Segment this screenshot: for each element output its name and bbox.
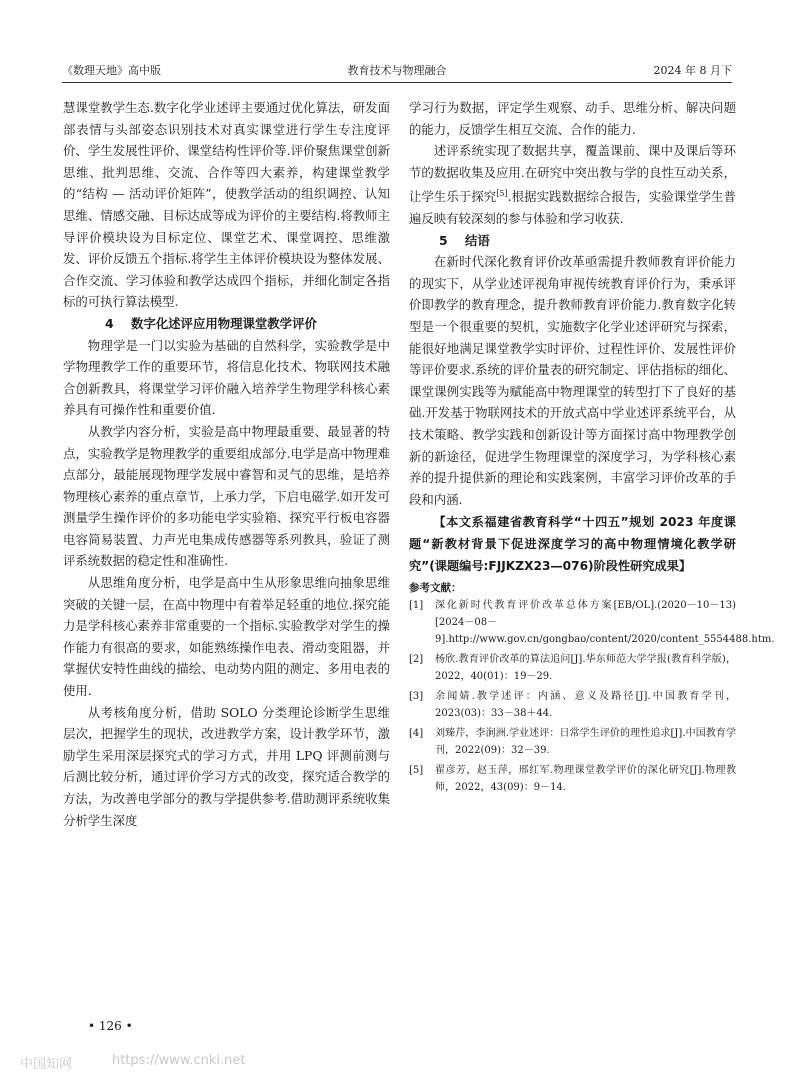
section-title: 结语 — [465, 232, 490, 248]
section-number: 4 — [105, 315, 114, 331]
references-title: 参考文献： — [409, 582, 462, 595]
reference-text: 余闻婧.教学述评：内涵、意义及路径[J].中国教育学刊，2023(03)：33－38＋44. — [435, 691, 736, 720]
left-column — [63, 97, 390, 831]
reference-item — [409, 597, 775, 648]
reference-item — [409, 688, 736, 722]
reference-number: [1] — [409, 600, 424, 612]
page-number: • 126 • — [88, 1019, 133, 1033]
watermark-bar — [0, 1050, 790, 1077]
section-number: 5 — [439, 232, 448, 248]
paragraph-text: .根据实践数据综合报告，实验课堂学生普遍反映有较深刻的参与体验和学习收获. — [409, 189, 736, 227]
header-rule — [62, 82, 732, 83]
reference-text: 刘臻芹，李涧洲.学业述评：日常学生评价的理性追求[J].中国教育学刊，2022(09)：32－39. — [435, 728, 736, 757]
reference-number: [4] — [409, 728, 424, 740]
paragraph: 慧课堂教学生态.数字化学业述评主要通过优化算法，研发面部表情与头部姿态识别技术对真实课堂进行学生专注度评价、学生发展性评价、课堂结构性评价等.评价聚焦课堂创新思维、批判思维、交流、合作等四大素养，构建课堂教学的“结构 — 活动评价矩阵”，使教学活动的组织调控、认知思维、情感交融、目标达成等成为评价的主要结构.将教师主导评价模块设为目标定位、课堂艺术、课堂调控、思维激发、评价反馈五个指标.将学生主体评价模块设为整体发展、合作交流、学习体验和教学达成四个指标，并细化制定各指标的可执行算法模型. — [63, 100, 390, 310]
watermark-url[interactable]: https://www.cnki.net — [112, 1053, 246, 1068]
page-header — [62, 62, 732, 80]
reference-text: 深化新时代教育评价改革总体方案[EB/OL].(2020－10－13)[2024－08－9].http://www.gov.cn/gongbao/content/2020/content_5554488.htm. — [435, 600, 775, 646]
section-heading-4 — [63, 313, 390, 335]
reference-item — [409, 762, 736, 796]
right-column — [409, 97, 775, 799]
paragraph — [409, 140, 736, 230]
reference-number: [2] — [409, 654, 424, 666]
paragraph: 在新时代深化教育评价改革亟需提升教师教育评价能力的现实下，从学业述评视角审视传统教育评价行为，秉承评价即教学的教育理念，提升教师教育评价能力.教育数字化转型是一个很重要的契机，实施数字化学业述评研究与探索，能很好地满足课堂教学实时评价、过程性评价、发展性评价等评价要求.系统的评价量表的研究制定、评估指标的细化、课堂课例实践等为赋能高中物理课堂的转型打下了良好的基础.开发基于物联网技术的开放式高中学业述评系统平台，从技术策略、教学实践和创新设计等方面探讨高中物理教学创新的新途径，促进学生物理课堂的深度学习，为学科核心素养的提升提供新的理论和实践案例，丰富学习评价改革的手段和内涵. — [409, 254, 736, 507]
reference-item — [409, 651, 736, 685]
paragraph: 学习行为数据，评定学生观察、动手、思维分析、解决问题的能力，反馈学生相互交流、合作的能力. — [409, 100, 736, 137]
paragraph-text: 述评系统实现了数据共享，覆盖课前、课中及课后等环节的数据收集及应用.在研究中突出教与学的良性互动关系，让学生乐于探究 — [409, 143, 736, 205]
funding-note: 【本文系福建省教育科学“十四五”规划 2023 年度课题“新教材背景下促进深度学习的高中物理情境化教学研究”(课题编号:FJJKZX23—076)阶段性研究成果】 — [409, 515, 736, 573]
reference-number: [3] — [409, 691, 424, 703]
issue-date: 2024 年 8 月下 — [653, 64, 732, 77]
journal-name: 《数理天地》高中版 — [62, 64, 161, 77]
paragraph: 从考核角度分析，借助 SOLO 分类理论诊断学生思维层次，把握学生的现状，改进教学方案，设计教学环节，激励学生采用深层探究式的学习方式，并用 LPQ 评测前测与后测比较分析，通过评价学习方式的改变，探究适合教学的方法，为改善电学部分的教与学提供参考.借助测评系统收集分析学生深度 — [63, 704, 390, 828]
watermark-logo-text: 中国知网 — [20, 1057, 73, 1072]
section-heading-5 — [409, 230, 736, 252]
paragraph: 物理学是一门以实验为基础的自然科学，实验教学是中学物理教学工作的重要环节，将信息化技术、物联网技术融合创新教具，将课堂学习评价融入培养学生物理学科核心素养具有可操作性和重要价值. — [63, 337, 390, 418]
paragraph: 从思维角度分析，电学是高中生从形象思维向抽象思维突破的关键一层，在高中物理中有着举足轻重的地位.探究能力是学科核心素养非常重要的一个指标.实验教学对学生的操作能力有很高的要求，如能熟练操作电表、滑动变阻器，并掌握伏安特性曲线的描绘、电动势内阻的测定、多用电表的使用. — [63, 575, 390, 699]
reference-text: 翟彦芳，赵玉萍，邢红军.物理课堂教学评价的深化研究[J].物理教师，2022，43(09)：9－14. — [435, 765, 736, 794]
reference-number: [5] — [409, 765, 424, 777]
reference-text: 杨欣.教育评价改革的算法追问[J].华东师范大学学报(教育科学版)，2022，40(01)：19－29. — [435, 654, 736, 683]
reference-item — [409, 725, 736, 759]
citation-link[interactable]: [5] — [496, 189, 508, 199]
section-title: 数字化述评应用物理课堂教学评价 — [131, 315, 317, 331]
reference-list — [409, 597, 775, 796]
column-title: 教育技术与物理融合 — [347, 64, 447, 77]
paragraph: 从教学内容分析，实验是高中物理最重要、最显著的特点，实验教学是物理教学的重要组成部分.电学是高中物理难点部分，最能展现物理学发展中睿智和灵气的思维，是培养物理核心素养的重点章节，上承力学，下启电磁学.如开发可测量学生操作评价的多功能电学实验箱、探究平行板电容器电容简易装置、力声光电集成传感器等系列教具，验证了测评系统数据的稳定性和准确性. — [63, 423, 390, 569]
